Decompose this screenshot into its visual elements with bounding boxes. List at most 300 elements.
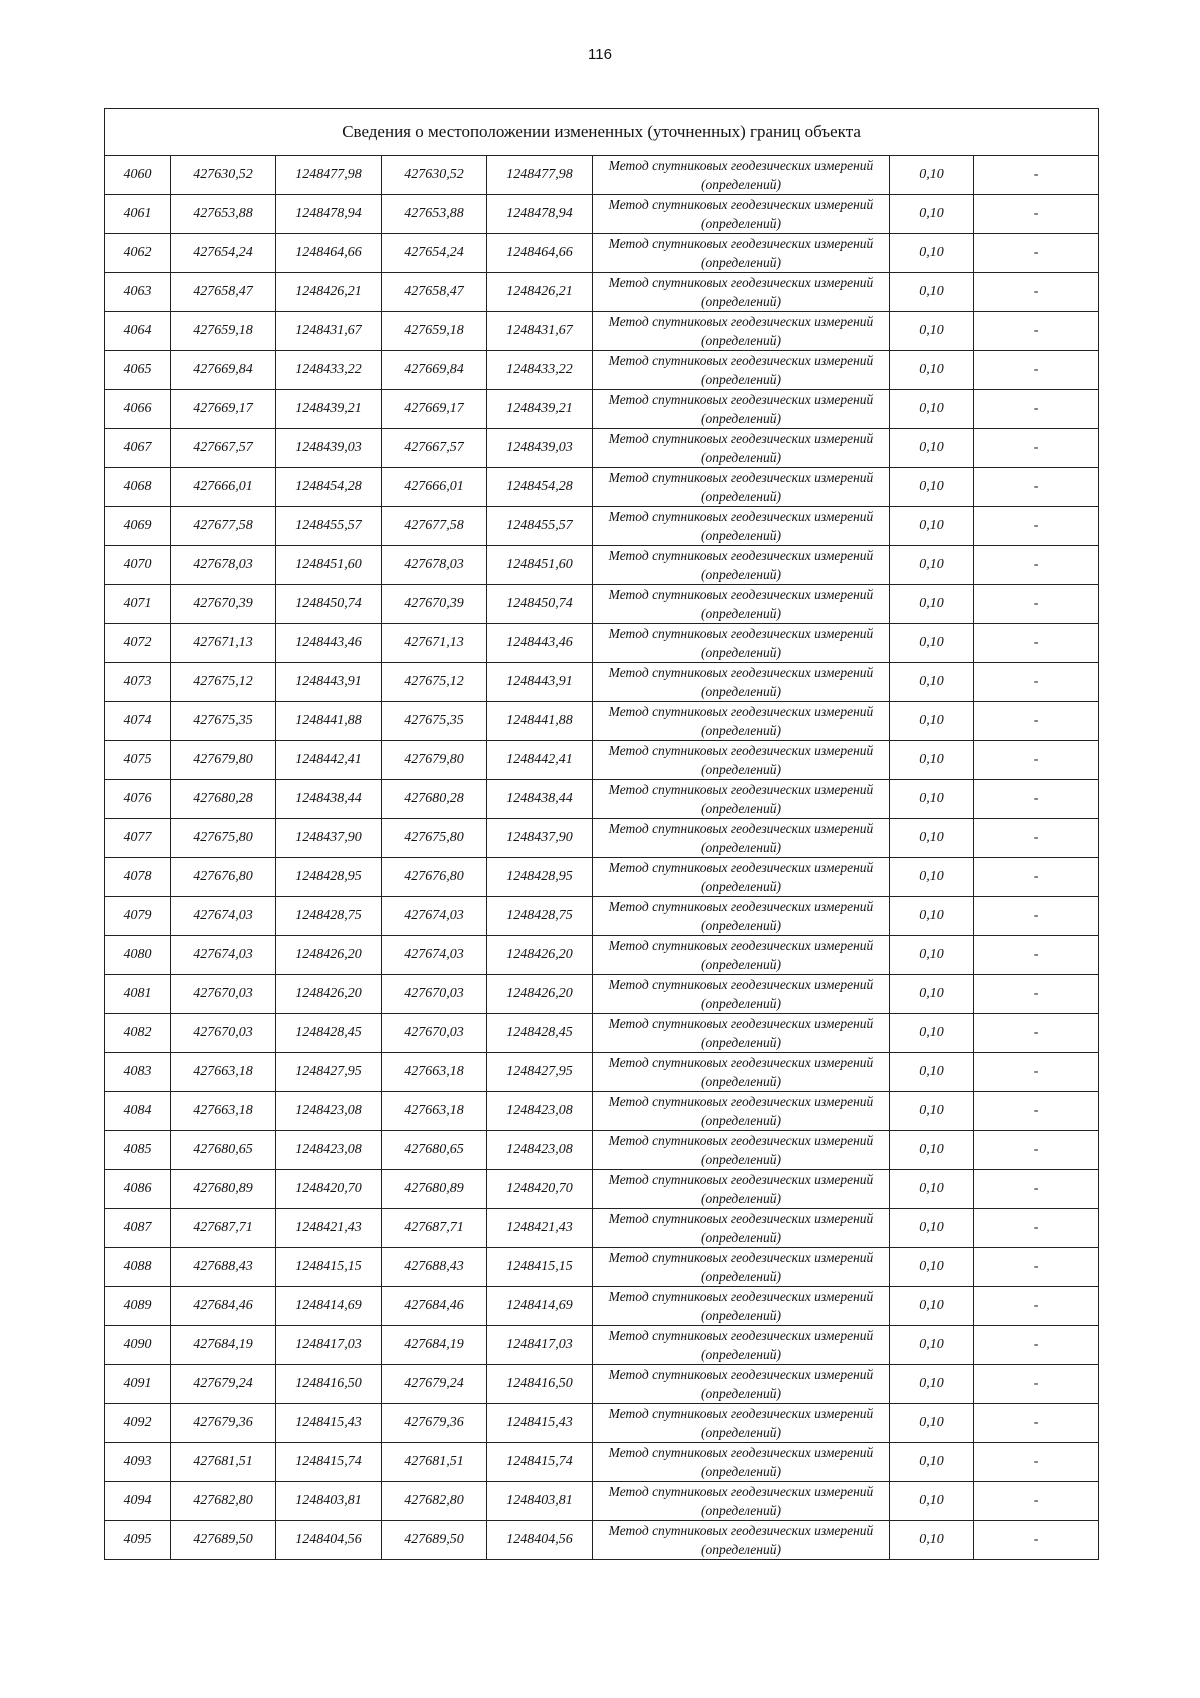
y-old-cell: 1248415,15 [276,1248,382,1287]
y-old-cell: 1248421,43 [276,1209,382,1248]
y-old-cell: 1248404,56 [276,1521,382,1560]
x-old-cell: 427630,52 [171,156,276,195]
y-old-cell: 1248478,94 [276,195,382,234]
x-new-cell: 427675,12 [382,663,487,702]
accuracy-cell: 0,10 [890,546,974,585]
method-cell: Метод спутниковых геодезических измерений (определений) [593,780,890,819]
y-new-cell: 1248416,50 [487,1365,593,1404]
method-cell: Метод спутниковых геодезических измерений (определений) [593,195,890,234]
accuracy-cell: 0,10 [890,351,974,390]
description-cell: - [974,429,1099,468]
x-old-cell: 427659,18 [171,312,276,351]
point-number-cell: 4083 [105,1053,171,1092]
accuracy-cell: 0,10 [890,195,974,234]
table-row [105,546,1099,585]
point-number-cell: 4088 [105,1248,171,1287]
point-number-cell: 4089 [105,1287,171,1326]
y-new-cell: 1248450,74 [487,585,593,624]
table-row [105,351,1099,390]
accuracy-cell: 0,10 [890,1014,974,1053]
table-row [105,429,1099,468]
point-number-cell: 4060 [105,156,171,195]
table-row [105,234,1099,273]
y-new-cell: 1248428,95 [487,858,593,897]
description-cell: - [974,546,1099,585]
x-new-cell: 427630,52 [382,156,487,195]
description-cell: - [974,351,1099,390]
x-new-cell: 427678,03 [382,546,487,585]
y-new-cell: 1248441,88 [487,702,593,741]
accuracy-cell: 0,10 [890,468,974,507]
point-number-cell: 4090 [105,1326,171,1365]
accuracy-cell: 0,10 [890,1482,974,1521]
table-row [105,741,1099,780]
accuracy-cell: 0,10 [890,702,974,741]
description-cell: - [974,1443,1099,1482]
method-cell: Метод спутниковых геодезических измерений (определений) [593,429,890,468]
y-old-cell: 1248428,95 [276,858,382,897]
table-row [105,1287,1099,1326]
x-old-cell: 427670,39 [171,585,276,624]
x-new-cell: 427670,03 [382,1014,487,1053]
table-row [105,819,1099,858]
description-cell: - [974,1209,1099,1248]
y-old-cell: 1248433,22 [276,351,382,390]
x-old-cell: 427670,03 [171,1014,276,1053]
description-cell: - [974,1287,1099,1326]
description-cell: - [974,975,1099,1014]
accuracy-cell: 0,10 [890,1443,974,1482]
table-row [105,507,1099,546]
y-old-cell: 1248414,69 [276,1287,382,1326]
accuracy-cell: 0,10 [890,1287,974,1326]
x-new-cell: 427689,50 [382,1521,487,1560]
x-old-cell: 427682,80 [171,1482,276,1521]
point-number-cell: 4065 [105,351,171,390]
accuracy-cell: 0,10 [890,1404,974,1443]
description-cell: - [974,1365,1099,1404]
y-new-cell: 1248403,81 [487,1482,593,1521]
point-number-cell: 4095 [105,1521,171,1560]
y-old-cell: 1248454,28 [276,468,382,507]
y-new-cell: 1248428,75 [487,897,593,936]
table-row [105,936,1099,975]
table-row [105,1170,1099,1209]
description-cell: - [974,234,1099,273]
y-old-cell: 1248439,21 [276,390,382,429]
x-new-cell: 427670,03 [382,975,487,1014]
x-old-cell: 427674,03 [171,936,276,975]
x-new-cell: 427654,24 [382,234,487,273]
method-cell: Метод спутниковых геодезических измерений (определений) [593,585,890,624]
point-number-cell: 4077 [105,819,171,858]
y-new-cell: 1248443,46 [487,624,593,663]
x-new-cell: 427680,28 [382,780,487,819]
y-new-cell: 1248443,91 [487,663,593,702]
method-cell: Метод спутниковых геодезических измерений (определений) [593,975,890,1014]
method-cell: Метод спутниковых геодезических измерений (определений) [593,663,890,702]
accuracy-cell: 0,10 [890,1326,974,1365]
method-cell: Метод спутниковых геодезических измерений (определений) [593,156,890,195]
description-cell: - [974,273,1099,312]
method-cell: Метод спутниковых геодезических измерений (определений) [593,234,890,273]
y-old-cell: 1248439,03 [276,429,382,468]
description-cell: - [974,312,1099,351]
x-new-cell: 427670,39 [382,585,487,624]
point-number-cell: 4066 [105,390,171,429]
table-row [105,1521,1099,1560]
table-row [105,1248,1099,1287]
y-new-cell: 1248420,70 [487,1170,593,1209]
y-new-cell: 1248478,94 [487,195,593,234]
x-old-cell: 427675,80 [171,819,276,858]
description-cell: - [974,1248,1099,1287]
accuracy-cell: 0,10 [890,819,974,858]
table-row [105,585,1099,624]
method-cell: Метод спутниковых геодезических измерений (определений) [593,390,890,429]
method-cell: Метод спутниковых геодезических измерений (определений) [593,1365,890,1404]
x-new-cell: 427688,43 [382,1248,487,1287]
x-old-cell: 427679,36 [171,1404,276,1443]
table-row [105,1404,1099,1443]
y-new-cell: 1248437,90 [487,819,593,858]
table-row [105,1092,1099,1131]
description-cell: - [974,1014,1099,1053]
point-number-cell: 4087 [105,1209,171,1248]
y-old-cell: 1248415,74 [276,1443,382,1482]
y-new-cell: 1248417,03 [487,1326,593,1365]
accuracy-cell: 0,10 [890,1092,974,1131]
x-new-cell: 427679,24 [382,1365,487,1404]
method-cell: Метод спутниковых геодезических измерений (определений) [593,507,890,546]
table-row [105,1209,1099,1248]
point-number-cell: 4070 [105,546,171,585]
method-cell: Метод спутниковых геодезических измерений (определений) [593,1209,890,1248]
x-new-cell: 427667,57 [382,429,487,468]
description-cell: - [974,1092,1099,1131]
x-new-cell: 427687,71 [382,1209,487,1248]
y-new-cell: 1248423,08 [487,1092,593,1131]
method-cell: Метод спутниковых геодезических измерений (определений) [593,1287,890,1326]
y-old-cell: 1248428,45 [276,1014,382,1053]
accuracy-cell: 0,10 [890,897,974,936]
table-row [105,195,1099,234]
method-cell: Метод спутниковых геодезических измерений (определений) [593,624,890,663]
y-old-cell: 1248420,70 [276,1170,382,1209]
y-old-cell: 1248416,50 [276,1365,382,1404]
x-old-cell: 427674,03 [171,897,276,936]
point-number-cell: 4094 [105,1482,171,1521]
table-title: Сведения о местоположении измененных (уточненных) границ объекта [105,109,1099,156]
x-old-cell: 427679,80 [171,741,276,780]
accuracy-cell: 0,10 [890,975,974,1014]
y-new-cell: 1248426,20 [487,975,593,1014]
method-cell: Метод спутниковых геодезических измерений (определений) [593,351,890,390]
description-cell: - [974,897,1099,936]
accuracy-cell: 0,10 [890,429,974,468]
x-new-cell: 427663,18 [382,1053,487,1092]
x-new-cell: 427681,51 [382,1443,487,1482]
point-number-cell: 4062 [105,234,171,273]
accuracy-cell: 0,10 [890,1365,974,1404]
x-old-cell: 427677,58 [171,507,276,546]
y-new-cell: 1248423,08 [487,1131,593,1170]
y-new-cell: 1248464,66 [487,234,593,273]
table-row [105,468,1099,507]
accuracy-cell: 0,10 [890,273,974,312]
description-cell: - [974,1053,1099,1092]
point-number-cell: 4093 [105,1443,171,1482]
x-new-cell: 427669,84 [382,351,487,390]
point-number-cell: 4079 [105,897,171,936]
y-new-cell: 1248426,20 [487,936,593,975]
x-old-cell: 427667,57 [171,429,276,468]
x-new-cell: 427680,65 [382,1131,487,1170]
accuracy-cell: 0,10 [890,1209,974,1248]
table-row [105,1053,1099,1092]
description-cell: - [974,1404,1099,1443]
accuracy-cell: 0,10 [890,624,974,663]
y-old-cell: 1248415,43 [276,1404,382,1443]
method-cell: Метод спутниковых геодезических измерений (определений) [593,936,890,975]
accuracy-cell: 0,10 [890,780,974,819]
y-new-cell: 1248451,60 [487,546,593,585]
table-row [105,897,1099,936]
x-new-cell: 427674,03 [382,897,487,936]
y-new-cell: 1248421,43 [487,1209,593,1248]
y-old-cell: 1248431,67 [276,312,382,351]
table-row [105,624,1099,663]
x-old-cell: 427663,18 [171,1092,276,1131]
table-row [105,858,1099,897]
x-old-cell: 427678,03 [171,546,276,585]
x-old-cell: 427689,50 [171,1521,276,1560]
table-row [105,975,1099,1014]
y-old-cell: 1248428,75 [276,897,382,936]
x-new-cell: 427680,89 [382,1170,487,1209]
point-number-cell: 4075 [105,741,171,780]
point-number-cell: 4067 [105,429,171,468]
y-new-cell: 1248415,43 [487,1404,593,1443]
method-cell: Метод спутниковых геодезических измерений (определений) [593,1521,890,1560]
table-header-row [105,109,1099,156]
table-row [105,312,1099,351]
accuracy-cell: 0,10 [890,1131,974,1170]
boundary-coordinates-table [104,108,1099,1560]
x-new-cell: 427659,18 [382,312,487,351]
x-old-cell: 427680,89 [171,1170,276,1209]
method-cell: Метод спутниковых геодезических измерений (определений) [593,858,890,897]
description-cell: - [974,1170,1099,1209]
y-old-cell: 1248426,20 [276,936,382,975]
y-old-cell: 1248417,03 [276,1326,382,1365]
y-old-cell: 1248423,08 [276,1092,382,1131]
x-new-cell: 427679,80 [382,741,487,780]
point-number-cell: 4082 [105,1014,171,1053]
method-cell: Метод спутниковых геодезических измерений (определений) [593,312,890,351]
table-row [105,273,1099,312]
table-row [105,156,1099,195]
description-cell: - [974,858,1099,897]
method-cell: Метод спутниковых геодезических измерений (определений) [593,1053,890,1092]
description-cell: - [974,195,1099,234]
table-row [105,780,1099,819]
method-cell: Метод спутниковых геодезических измерений (определений) [593,1014,890,1053]
accuracy-cell: 0,10 [890,858,974,897]
x-new-cell: 427679,36 [382,1404,487,1443]
description-cell: - [974,819,1099,858]
y-old-cell: 1248426,20 [276,975,382,1014]
y-old-cell: 1248427,95 [276,1053,382,1092]
x-new-cell: 427666,01 [382,468,487,507]
y-old-cell: 1248423,08 [276,1131,382,1170]
point-number-cell: 4085 [105,1131,171,1170]
y-old-cell: 1248443,46 [276,624,382,663]
method-cell: Метод спутниковых геодезических измерений (определений) [593,819,890,858]
y-new-cell: 1248438,44 [487,780,593,819]
y-old-cell: 1248403,81 [276,1482,382,1521]
point-number-cell: 4091 [105,1365,171,1404]
description-cell: - [974,624,1099,663]
x-old-cell: 427688,43 [171,1248,276,1287]
accuracy-cell: 0,10 [890,1053,974,1092]
y-new-cell: 1248442,41 [487,741,593,780]
accuracy-cell: 0,10 [890,585,974,624]
page-number: 116 [588,46,612,63]
point-number-cell: 4080 [105,936,171,975]
table-row [105,1443,1099,1482]
y-old-cell: 1248455,57 [276,507,382,546]
table-row [105,390,1099,429]
y-new-cell: 1248477,98 [487,156,593,195]
y-new-cell: 1248454,28 [487,468,593,507]
x-new-cell: 427653,88 [382,195,487,234]
x-old-cell: 427680,28 [171,780,276,819]
description-cell: - [974,1326,1099,1365]
y-old-cell: 1248451,60 [276,546,382,585]
point-number-cell: 4078 [105,858,171,897]
method-cell: Метод спутниковых геодезических измерений (определений) [593,1248,890,1287]
accuracy-cell: 0,10 [890,663,974,702]
description-cell: - [974,663,1099,702]
point-number-cell: 4076 [105,780,171,819]
table-row [105,663,1099,702]
y-new-cell: 1248404,56 [487,1521,593,1560]
method-cell: Метод спутниковых геодезических измерений (определений) [593,546,890,585]
y-old-cell: 1248464,66 [276,234,382,273]
method-cell: Метод спутниковых геодезических измерений (определений) [593,1482,890,1521]
point-number-cell: 4084 [105,1092,171,1131]
description-cell: - [974,936,1099,975]
point-number-cell: 4086 [105,1170,171,1209]
x-new-cell: 427675,80 [382,819,487,858]
x-new-cell: 427658,47 [382,273,487,312]
x-new-cell: 427663,18 [382,1092,487,1131]
x-new-cell: 427677,58 [382,507,487,546]
accuracy-cell: 0,10 [890,234,974,273]
x-old-cell: 427669,17 [171,390,276,429]
y-new-cell: 1248439,21 [487,390,593,429]
x-new-cell: 427675,35 [382,702,487,741]
method-cell: Метод спутниковых геодезических измерений (определений) [593,468,890,507]
x-new-cell: 427669,17 [382,390,487,429]
table-row [105,1014,1099,1053]
method-cell: Метод спутниковых геодезических измерений (определений) [593,1131,890,1170]
method-cell: Метод спутниковых геодезических измерений (определений) [593,1092,890,1131]
point-number-cell: 4069 [105,507,171,546]
y-new-cell: 1248428,45 [487,1014,593,1053]
description-cell: - [974,1131,1099,1170]
accuracy-cell: 0,10 [890,1521,974,1560]
x-old-cell: 427670,03 [171,975,276,1014]
description-cell: - [974,468,1099,507]
y-new-cell: 1248431,67 [487,312,593,351]
accuracy-cell: 0,10 [890,156,974,195]
description-cell: - [974,741,1099,780]
x-old-cell: 427669,84 [171,351,276,390]
point-number-cell: 4063 [105,273,171,312]
y-new-cell: 1248427,95 [487,1053,593,1092]
description-cell: - [974,1482,1099,1521]
accuracy-cell: 0,10 [890,390,974,429]
accuracy-cell: 0,10 [890,1170,974,1209]
description-cell: - [974,780,1099,819]
x-new-cell: 427684,19 [382,1326,487,1365]
method-cell: Метод спутниковых геодезических измерений (определений) [593,897,890,936]
point-number-cell: 4092 [105,1404,171,1443]
x-old-cell: 427675,35 [171,702,276,741]
y-new-cell: 1248439,03 [487,429,593,468]
point-number-cell: 4074 [105,702,171,741]
y-old-cell: 1248441,88 [276,702,382,741]
method-cell: Метод спутниковых геодезических измерений (определений) [593,741,890,780]
x-old-cell: 427653,88 [171,195,276,234]
y-old-cell: 1248438,44 [276,780,382,819]
x-old-cell: 427654,24 [171,234,276,273]
x-new-cell: 427682,80 [382,1482,487,1521]
x-old-cell: 427675,12 [171,663,276,702]
y-new-cell: 1248414,69 [487,1287,593,1326]
x-old-cell: 427687,71 [171,1209,276,1248]
point-number-cell: 4081 [105,975,171,1014]
table-row [105,702,1099,741]
table-row [105,1131,1099,1170]
point-number-cell: 4073 [105,663,171,702]
y-new-cell: 1248455,57 [487,507,593,546]
description-cell: - [974,507,1099,546]
description-cell: - [974,390,1099,429]
y-new-cell: 1248433,22 [487,351,593,390]
y-old-cell: 1248442,41 [276,741,382,780]
x-old-cell: 427680,65 [171,1131,276,1170]
x-old-cell: 427681,51 [171,1443,276,1482]
table-row [105,1326,1099,1365]
table-row [105,1482,1099,1521]
x-old-cell: 427666,01 [171,468,276,507]
accuracy-cell: 0,10 [890,312,974,351]
x-new-cell: 427684,46 [382,1287,487,1326]
y-old-cell: 1248450,74 [276,585,382,624]
y-old-cell: 1248437,90 [276,819,382,858]
method-cell: Метод спутниковых геодезических измерений (определений) [593,702,890,741]
x-new-cell: 427676,80 [382,858,487,897]
method-cell: Метод спутниковых геодезических измерений (определений) [593,1326,890,1365]
x-old-cell: 427679,24 [171,1365,276,1404]
x-new-cell: 427674,03 [382,936,487,975]
y-new-cell: 1248415,74 [487,1443,593,1482]
x-new-cell: 427671,13 [382,624,487,663]
y-old-cell: 1248443,91 [276,663,382,702]
